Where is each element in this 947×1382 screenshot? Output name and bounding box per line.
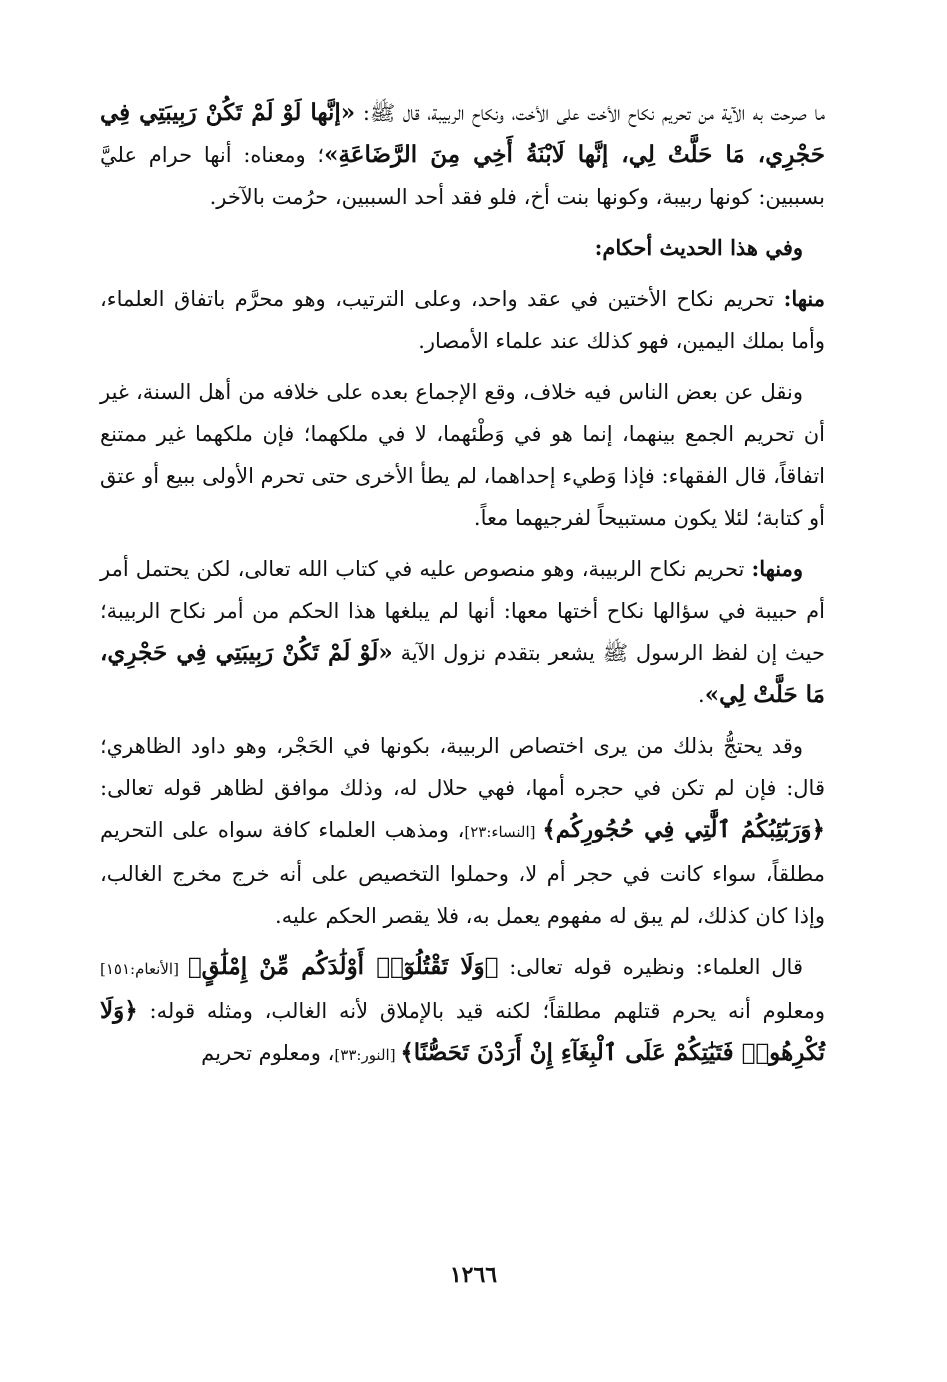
paragraph-7-intro: قال العلماء: ونظيره قوله تعالى: xyxy=(498,955,803,979)
quran-verse-2: ﴿وَلَا تَقْتُلُوٓا۟ أَوْلَٰدَكُم مِّنْ إِمْلَٰقٍ﴾ xyxy=(187,953,499,980)
paragraph-1-rest: ؛ ومعناه: أنها حرام عليَّ بسببين: كونها ربيبة، وكونها بنت أخ، فلو فقد أحد السببين، حرُمت بالآخر. xyxy=(100,143,825,209)
quran-verse-3: ﴿وَلَا تُكْرِهُوا۟ فَتَيَٰتِكُمْ عَلَى ٱلْبِغَآءِ إِنْ أَرَدْنَ تَحَصُّنًا﴾ xyxy=(100,997,825,1066)
verse-reference-3: [النور:٣٣] xyxy=(334,1046,401,1064)
paragraph-6-rest: ، ومذهب العلماء كافة سواه على التحريم مطلقاً، سواء كانت في حجر أم لا، وحملوا التخصيص على أنه خرج مخرج الغالب، وإذا كان كذلك، لم يبق له مفهوم يعمل به، فلا يقصر الحكم عليه. xyxy=(100,818,825,928)
paragraph-7 xyxy=(100,946,825,1076)
hadith-quote-2: «لَوْ لَمْ تَكُنْ رَبِيبَتِي فِي حَجْرِي، مَا حَلَّتْ لِي» xyxy=(100,639,825,708)
paragraph-7-end: ، ومعلوم تحريم xyxy=(201,1041,335,1065)
paragraph-6-intro: وقد يحتجُّ بذلك من يرى اختصاص الربيبة، بكونها في الحَجْر، وهو داود الظاهري؛ قال: فإن لم تكن في حجره أمها، فهي حلال له، وذلك موافق لظاهر قوله تعالى: xyxy=(100,734,825,800)
paragraph-3 xyxy=(100,278,825,362)
paragraph-1 xyxy=(100,92,825,218)
paragraph-5 xyxy=(100,548,825,716)
page-number: ١٢٦٦ xyxy=(449,1262,498,1288)
section-heading: وفي هذا الحديث أحكام: xyxy=(594,235,803,260)
paragraph-7-middle: ومعلوم أنه يحرم قتلهم مطلقاً؛ لكنه قيد بالإملاق لأنه الغالب، ومثله قوله: xyxy=(137,999,825,1023)
verse-reference-1: [النساء:٢٣] xyxy=(464,823,543,841)
paragraph-6 xyxy=(100,725,825,937)
verse-reference-2: [الأنعام:١٥١] xyxy=(100,960,188,978)
body-text xyxy=(100,92,825,1076)
ruling-label-2: ومنها: xyxy=(751,556,803,581)
paragraph-5-text: تحريم نكاح الربيبة، وهو منصوص عليه في كتاب الله تعالى، لكن يحتمل أمر أم حبيبة في سؤالها نكاح أختها معها: أنها لم يبلغها هذا الحكم من أمر نكاح الربيبة؛ حيث إن لفظ الرسول ﷺ يشعر بتقدم نزول الآية xyxy=(100,557,825,665)
paragraph-3-text: تحريم نكاح الأختين في عقد واحد، وعلى الترتيب، وهو محرَّم باتفاق العلماء، وأما بملك اليمين، فهو كذلك عند علماء الأمصار. xyxy=(100,287,825,353)
paragraph-1-intro: ما صرحت به الآية من تحريم نكاح الأخت على الأخت، ونكاح الربيبة، قال ﷺ: xyxy=(355,101,826,125)
paragraph-5-end: . xyxy=(698,683,705,707)
quran-verse-1: ﴿وَرَبَٰٓئِبُكُمُ ٱلَّٰتِي فِي حُجُورِكُم﴾ xyxy=(542,816,825,843)
ruling-label-1: منها: xyxy=(783,286,825,311)
paragraph-4: ونقل عن بعض الناس فيه خلاف، وقع الإجماع بعده على خلافه من أهل السنة، غير أن تحريم الجمع بينهما، إنما هو في وَطْئهما، لا في ملكهما؛ فإن ملكهما غير ممتنع اتفاقاً، قال الفقهاء: فإذا وَطيء إحداهما، لم يطأ الأخرى حتى تحرم الأولى ببيع أو عتق أو كتابة؛ لئلا يكون مستبيحاً لفرجيهما معاً. xyxy=(100,380,825,530)
hadith-quote: «إنَّها لَوْ لَمْ تَكُنْ رَبِيبَتِي فِي حَجْرِي، مَا حَلَّتْ لِي، إنَّها لَابْنَةُ أَخِي مِنَ الرَّضَاعَةِ» xyxy=(100,99,825,168)
